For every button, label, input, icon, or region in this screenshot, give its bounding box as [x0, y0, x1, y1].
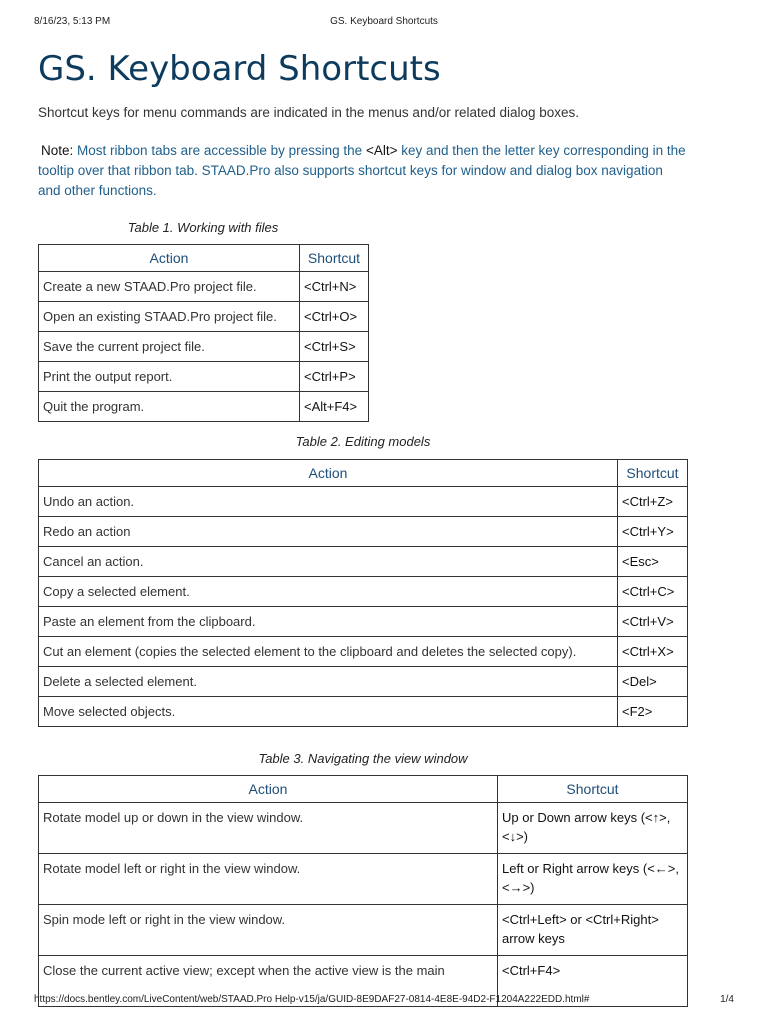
shortcut-cell: <F2>: [618, 697, 688, 727]
table-row: [39, 272, 369, 302]
action-cell: Print the output report.: [39, 362, 300, 392]
action-cell: Cancel an action.: [39, 547, 618, 577]
article: [38, 44, 688, 978]
column-header-action: Action: [39, 776, 498, 803]
print-title: GS. Keyboard Shortcuts: [330, 16, 438, 27]
table3-caption: Table 3. Navigating the view window: [258, 751, 468, 766]
table-row: [39, 362, 369, 392]
note-key: <Alt>: [365, 143, 398, 158]
table2-caption: Table 2. Editing models: [295, 434, 431, 449]
action-cell: Save the current project file.: [39, 332, 300, 362]
action-cell: Cut an element (copies the selected element to the clipboard and deletes the selected copy).: [39, 637, 618, 667]
action-cell: Undo an action.: [39, 487, 618, 517]
action-cell: Paste an element from the clipboard.: [39, 607, 618, 637]
shortcut-cell: <Ctrl+O>: [300, 302, 369, 332]
action-cell: Rotate model up or down in the view window.: [39, 803, 498, 854]
shortcut-cell: <Ctrl+Z>: [618, 487, 688, 517]
column-header-shortcut: Shortcut: [618, 460, 688, 487]
table-row: [39, 332, 369, 362]
note-text-before: Most ribbon tabs are accessible by pressing the: [73, 143, 366, 158]
shortcut-cell: <Alt+F4>: [300, 392, 369, 422]
action-cell: Quit the program.: [39, 392, 300, 422]
action-cell: Rotate model left or right in the view window.: [39, 854, 498, 905]
shortcut-cell: <Ctrl+X>: [618, 637, 688, 667]
action-cell: Create a new STAAD.Pro project file.: [39, 272, 300, 302]
column-header-action: Action: [39, 460, 618, 487]
print-header: [34, 16, 734, 30]
shortcut-cell: <Ctrl+Left> or <Ctrl+Right> arrow keys: [498, 905, 688, 956]
table-header-row: [39, 245, 369, 272]
action-cell: Delete a selected element.: [39, 667, 618, 697]
shortcut-cell: Left or Right arrow keys (<←>, <→>): [498, 854, 688, 905]
table-row: [39, 637, 688, 667]
table-row: [39, 392, 369, 422]
shortcut-cell: <Ctrl+Y>: [618, 517, 688, 547]
column-header-shortcut: Shortcut: [498, 776, 688, 803]
shortcut-cell: <Ctrl+V>: [618, 607, 688, 637]
table-header-row: [39, 460, 688, 487]
table-row: [39, 517, 688, 547]
table-row: [39, 697, 688, 727]
table-row: [39, 577, 688, 607]
table-navigating-view-window: [38, 775, 688, 1007]
action-cell: Move selected objects.: [39, 697, 618, 727]
table-row: [39, 905, 688, 956]
table-editing-models: [38, 459, 688, 727]
note-paragraph: [38, 141, 688, 201]
shortcut-cell: <Ctrl+C>: [618, 577, 688, 607]
table-row: [39, 487, 688, 517]
shortcut-cell: Up or Down arrow keys (<↑>, <↓>): [498, 803, 688, 854]
shortcut-cell: <Ctrl+F4>: [498, 956, 688, 1007]
action-cell: Spin mode left or right in the view window.: [39, 905, 498, 956]
note-label: Note:: [41, 143, 74, 158]
table-row: [39, 667, 688, 697]
table-header-row: [39, 776, 688, 803]
action-cell: Redo an action: [39, 517, 618, 547]
action-cell: Open an existing STAAD.Pro project file.: [39, 302, 300, 332]
note-text-after: key and then the letter key corresponding in the tooltip over that ribbon tab. STAAD.Pro also supports shortcut keys for window and dialog box navigation and other functions.: [38, 143, 686, 198]
table-working-with-files: [38, 244, 369, 422]
shortcut-cell: <Ctrl+P>: [300, 362, 369, 392]
intro-paragraph: Shortcut keys for menu commands are indicated in the menus and/or related dialog boxes.: [38, 105, 580, 120]
action-cell: Close the current active view; except when the active view is the main: [39, 956, 498, 1007]
print-date: 8/16/23, 5:13 PM: [34, 16, 111, 27]
page-number: 1/4: [720, 994, 734, 1005]
table-row: [39, 302, 369, 332]
print-footer: [34, 994, 734, 1008]
table-row: [39, 547, 688, 577]
column-header-action: Action: [39, 245, 300, 272]
shortcut-cell: <Ctrl+S>: [300, 332, 369, 362]
shortcut-cell: <Esc>: [618, 547, 688, 577]
source-url: https://docs.bentley.com/LiveContent/web/STAAD.Pro Help-v15/ja/GUID-8E9DAF27-0814-4E8E-94D2-F1204A222EDD.html#: [34, 994, 590, 1005]
table1-caption: Table 1. Working with files: [127, 220, 279, 235]
page-title: GS. Keyboard Shortcuts: [38, 49, 441, 89]
table-row: [39, 803, 688, 854]
table-row: [39, 607, 688, 637]
column-header-shortcut: Shortcut: [300, 245, 369, 272]
shortcut-cell: <Ctrl+N>: [300, 272, 369, 302]
table-row: [39, 854, 688, 905]
action-cell: Copy a selected element.: [39, 577, 618, 607]
shortcut-cell: <Del>: [618, 667, 688, 697]
